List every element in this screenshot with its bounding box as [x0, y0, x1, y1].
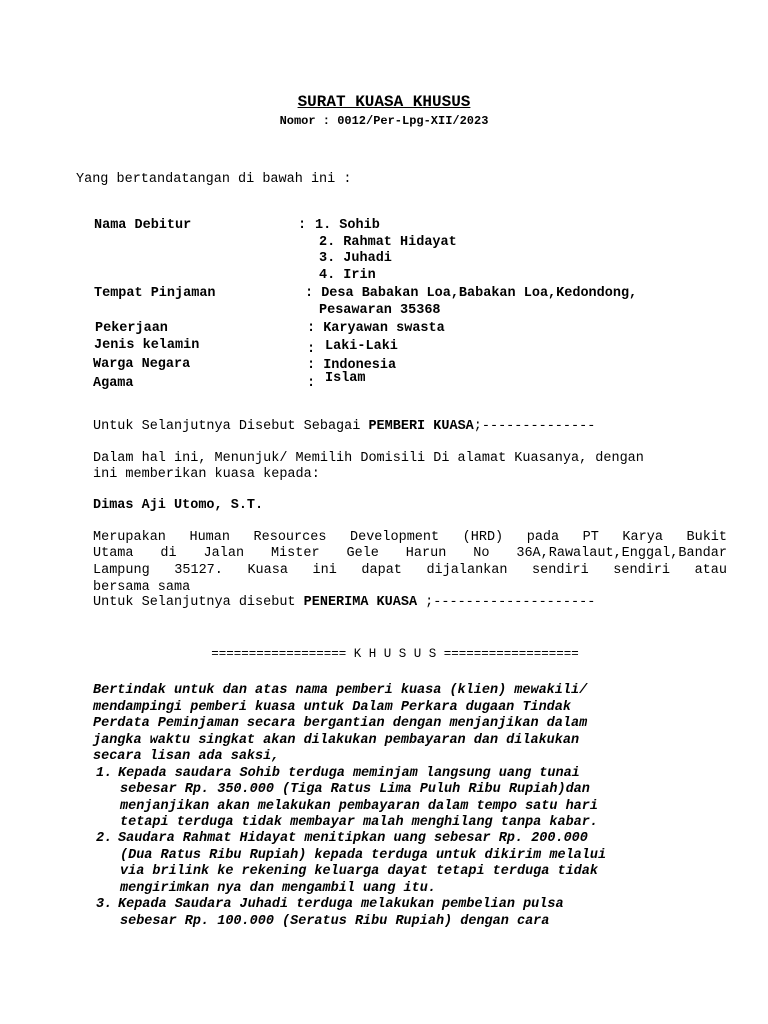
item-2-line-2: (Dua Ratus Ribu Rupiah) kepada terduga untuk dikirim melalui — [120, 848, 607, 863]
debtor-name-colon: : — [298, 218, 307, 233]
special-p1-line-5: secara lisan ada saksi, — [93, 749, 280, 764]
gender-value: Laki-Laki — [325, 339, 398, 354]
religion-label: Agama — [93, 376, 134, 391]
recipient-reference — [93, 595, 595, 611]
intro-text: Yang bertandatangan di bawah ini : — [76, 172, 352, 187]
item-2-number: 2. — [96, 831, 113, 846]
job-label: Pekerjaan — [95, 321, 168, 336]
citizenship-value: : Indonesia — [307, 358, 397, 373]
special-p1-line-2: mendampingi pemberi kuasa untuk Dalam Perkara dugaan Tindak — [93, 700, 571, 715]
recipient-ref-bold: PENERIMA KUASA — [303, 595, 418, 610]
loan-place-value-2: Pesawaran 35368 — [319, 303, 441, 318]
gender-colon: : — [307, 342, 316, 357]
special-p1-line-1: Bertindak untuk dan atas nama pemberi kuasa (klien) mewakili/ — [93, 683, 588, 698]
gender-label: Jenis kelamin — [94, 338, 200, 353]
item-1-line-3: menjanjikan akan melakukan pembayaran dalam tempo satu hari — [120, 799, 598, 814]
debtor-name-4: 4. Irin — [319, 268, 376, 283]
job-value: : Karyawan swasta — [307, 321, 445, 336]
item-1-line-1: Kepada saudara Sohib terduga meminjam langsung uang tunai — [118, 766, 580, 781]
recipient-desc-line-1: Merupakan Human Resources Development (HRD) pada PT Karya Bukit — [93, 530, 727, 545]
item-3-line-1: Kepada Saudara Juhadi terduga melakukan pembelian pulsa — [118, 897, 564, 912]
special-p1-line-3: Perdata Peminjaman secara bergantian dengan menjanjikan dalam — [93, 716, 588, 731]
item-3-number: 3. — [96, 897, 113, 912]
special-heading: ================== K H U S U S ================== — [211, 647, 579, 661]
item-2-line-1: Saudara Rahmat Hidayat menitipkan uang sebesar Rp. 200.000 — [118, 831, 588, 846]
recipient-desc-line-2: Utama di Jalan Mister Gele Harun No 36A,Rawalaut,Enggal,Bandar — [93, 546, 727, 561]
loan-place-value: : Desa Babakan Loa,Babakan Loa,Kedondong, — [305, 286, 638, 301]
loan-place-label: Tempat Pinjaman — [94, 286, 216, 301]
debtor-name-3: 3. Juhadi — [319, 251, 392, 266]
grantor-reference — [93, 419, 595, 435]
domicile-line-2: ini memberikan kuasa kepada: — [93, 467, 320, 482]
grantor-ref-bold: PEMBERI KUASA — [368, 419, 474, 434]
domicile-line-1: Dalam hal ini, Menunjuk/ Memilih Domisili Di alamat Kuasanya, dengan — [93, 451, 644, 466]
recipient-ref-suffix: ;-------------------- — [417, 595, 596, 610]
debtor-name-label: Nama Debitur — [94, 218, 192, 233]
grantor-ref-suffix: ;-------------- — [473, 419, 596, 434]
document-title: SURAT KUASA KHUSUS — [297, 93, 471, 111]
recipient-desc-line-4: bersama sama — [93, 580, 191, 595]
citizenship-label: Warga Negara — [93, 357, 191, 372]
item-1-line-4: tetapi terduga tidak membayar malah menghilang tanpa kabar. — [120, 815, 598, 830]
recipient-desc-line-3: Lampung 35127. Kuasa ini dapat dijalankan sendiri sendiri atau — [93, 563, 727, 578]
debtor-name-1: 1. Sohib — [315, 218, 380, 233]
recipient-ref-prefix: Untuk Selanjutnya disebut — [93, 595, 304, 610]
special-p1-line-4: jangka waktu singkat akan dilakukan pembayaran dan dilakukan — [93, 733, 580, 748]
item-1-line-2: sebesar Rp. 350.000 (Tiga Ratus Lima Puluh Ribu Rupiah)dan — [120, 782, 590, 797]
document-number: Nomor : 0012/Per-Lpg-XII/2023 — [279, 114, 489, 128]
item-3-line-2: sebesar Rp. 100.000 (Seratus Ribu Rupiah) dengan cara — [120, 914, 550, 929]
grantor-ref-prefix: Untuk Selanjutnya Disebut Sebagai — [93, 419, 369, 434]
debtor-name-2: 2. Rahmat Hidayat — [319, 235, 457, 250]
item-2-line-4: mengirimkan nya dan mengambil uang itu. — [120, 881, 436, 896]
recipient-name: Dimas Aji Utomo, S.T. — [93, 498, 264, 513]
item-1-number: 1. — [96, 766, 113, 781]
item-2-line-3: via brilink ke rekening keluarga dayat tetapi terduga tidak — [120, 864, 598, 879]
religion-colon: : — [307, 376, 316, 391]
religion-value: Islam — [325, 371, 366, 386]
